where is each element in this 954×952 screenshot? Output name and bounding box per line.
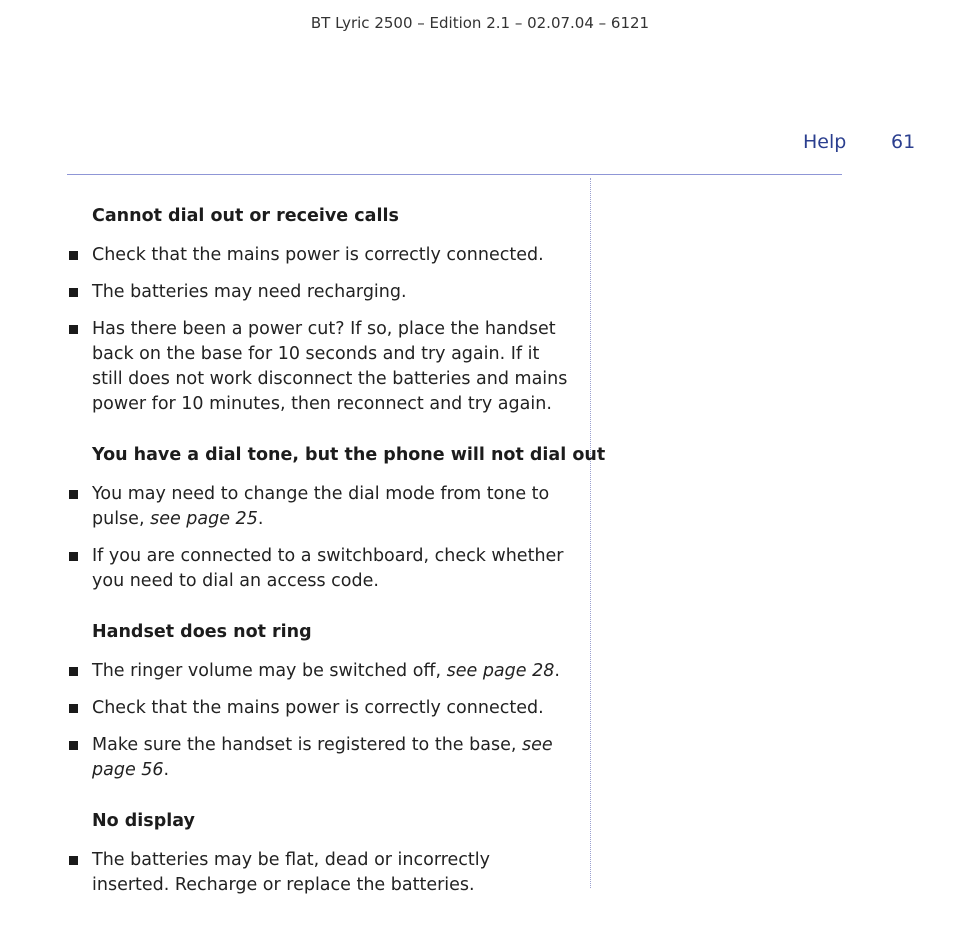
subheading: No display — [92, 811, 195, 831]
item-end: . — [163, 760, 170, 780]
square-bullet-icon — [69, 856, 78, 865]
list-item — [67, 243, 572, 268]
list-item — [67, 482, 572, 532]
item-end: . — [257, 509, 264, 529]
square-bullet-icon — [69, 667, 78, 676]
list-item — [67, 544, 572, 594]
subheading: Handset does not ring — [92, 622, 312, 642]
list-item — [67, 848, 572, 898]
item-text: The ringer volume may be switched off, — [92, 661, 447, 681]
group-cannot-dial — [67, 204, 572, 417]
help-content — [67, 204, 606, 898]
item-text: The batteries may be flat, dead or incorrectly inserted. Recharge or replace the batteries. — [92, 850, 490, 895]
list-item — [67, 733, 572, 783]
page-number: 61 — [891, 131, 916, 153]
column-divider — [590, 178, 591, 888]
subheading: You have a dial tone, but the phone will not dial out — [92, 445, 606, 465]
square-bullet-icon — [69, 552, 78, 561]
section-title: Help — [803, 131, 847, 153]
list-item — [67, 280, 572, 305]
square-bullet-icon — [69, 288, 78, 297]
item-text: You may need to change the dial mode from tone to pulse, — [92, 484, 550, 529]
item-text: Check that the mains power is correctly connected. — [92, 698, 544, 718]
header-rule — [67, 174, 842, 175]
list-item — [67, 317, 572, 417]
document-header: BT Lyric 2500 – Edition 2.1 – 02.07.04 – 6121 — [310, 14, 650, 32]
item-text: Check that the mains power is correctly connected. — [92, 245, 544, 265]
square-bullet-icon — [69, 251, 78, 260]
item-text: Make sure the handset is registered to the base, — [92, 735, 522, 755]
list-item — [67, 659, 572, 684]
item-text: If you are connected to a switchboard, check whether you need to dial an access code. — [92, 546, 564, 591]
square-bullet-icon — [69, 325, 78, 334]
square-bullet-icon — [69, 741, 78, 750]
subheading: Cannot dial out or receive calls — [92, 206, 399, 226]
group-no-ring — [67, 620, 572, 783]
item-text: Has there been a power cut? If so, place the handset back on the base for 10 seconds and try again. If it still does not work disconnect the batteries and mains power for 10 minutes, then reconnect and try again. — [92, 319, 568, 414]
square-bullet-icon — [69, 490, 78, 499]
item-text: The batteries may need recharging. — [92, 282, 407, 302]
square-bullet-icon — [69, 704, 78, 713]
group-dial-tone — [67, 443, 606, 594]
item-end: . — [554, 661, 560, 681]
page-reference: see page 25 — [150, 509, 258, 529]
page-reference: see page 28 — [446, 661, 555, 681]
list-item — [67, 696, 572, 721]
page-reference: see page 56 — [92, 735, 553, 780]
group-no-display — [67, 809, 572, 898]
